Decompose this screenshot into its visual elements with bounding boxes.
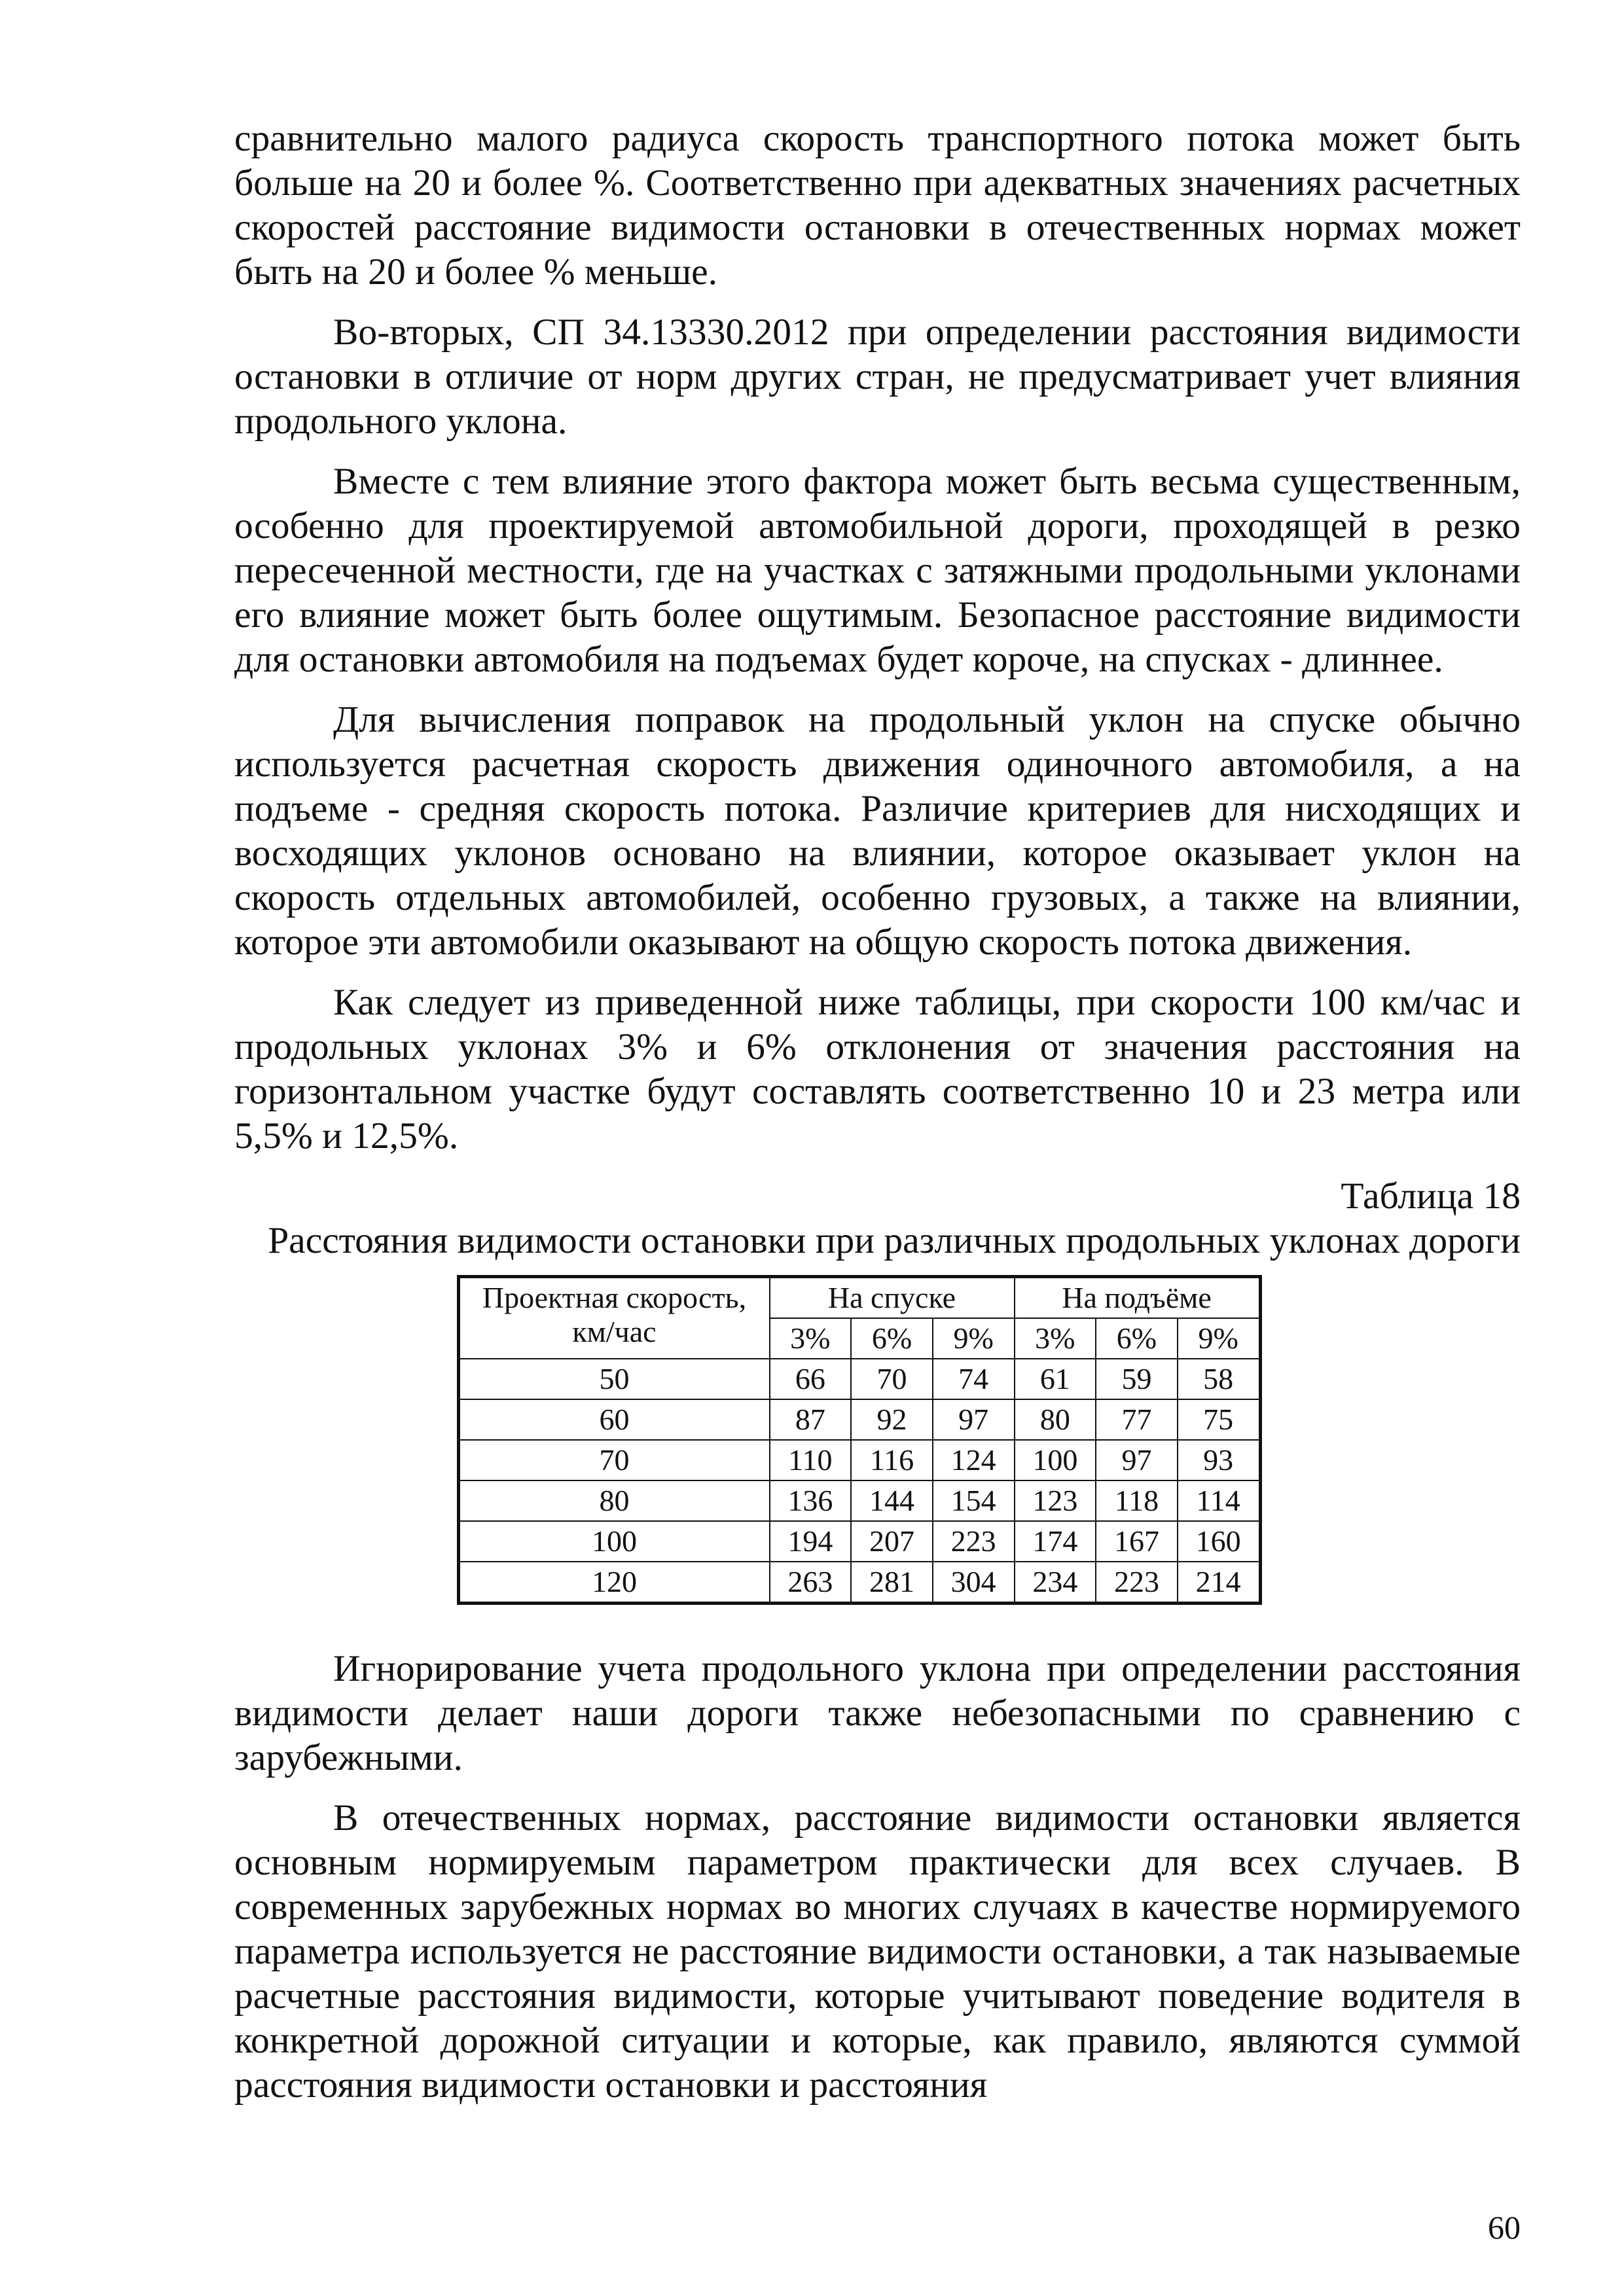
header-slope: 6% [851, 1318, 933, 1359]
table-cell: 214 [1178, 1562, 1260, 1604]
table-cell: 100 [1015, 1440, 1096, 1480]
table-cell: 194 [770, 1521, 852, 1562]
header-speed: Проектная скорость, км/час [458, 1277, 770, 1359]
paragraph-1: сравнительно малого радиуса скорость транспортного потока может быть больше на 20 и более %. Соответственно при адекватных значениях расчетных скоростей расстояние видимости остановки в отечественных нормах может быть на 20 и более % меньше. [234, 118, 1521, 293]
cell-speed: 60 [458, 1399, 770, 1440]
table-cell: 92 [851, 1399, 933, 1440]
cell-speed: 120 [458, 1562, 770, 1604]
table-cell: 136 [770, 1480, 852, 1521]
table-cell: 87 [770, 1399, 852, 1440]
table-cell: 93 [1178, 1440, 1260, 1480]
paragraph-5: Как следует из приведенной ниже таблицы, при скорости 100 км/час и продольных уклонах 3% и 6% отклонения от значения расстояния на горизонтальном участке будут составлять соответственно 10 и 23 метра или 5,5% и 12,5%. [234, 982, 1521, 1157]
table-cell: 223 [1096, 1562, 1178, 1604]
cell-speed: 70 [458, 1440, 770, 1480]
table-cell: 160 [1178, 1521, 1260, 1562]
table-cell: 70 [851, 1359, 933, 1399]
table-cell: 123 [1015, 1480, 1096, 1521]
paragraph-6: Игнорирование учета продольного уклона при определении расстояния видимости делает наши дороги также небезопасными по сравнению с зарубежными. [234, 1648, 1521, 1778]
table-cell: 116 [851, 1440, 933, 1480]
sight-distance-table [457, 1275, 1262, 1605]
table-cell: 58 [1178, 1359, 1260, 1399]
table-cell: 207 [851, 1521, 933, 1562]
table-cell: 124 [933, 1440, 1015, 1480]
paragraph-4: Для вычисления поправок на продольный уклон на спуске обычно используется расчетная скорость движения одиночного автомобиля, а на подъеме - средняя скорость потока. Различие критериев для нисходящих и восходящих уклонов основано на влиянии, которое оказывает уклон на скорость отдельных автомобилей, особенно грузовых, а также на влиянии, которое эти автомобили оказывают на общую скорость потока движения. [234, 699, 1521, 963]
table-cell: 174 [1015, 1521, 1096, 1562]
table-container [198, 1275, 1521, 1605]
table-cell: 263 [770, 1562, 852, 1604]
table-caption: Расстояния видимости остановки при различных продольных уклонах дороги [268, 1220, 1521, 1261]
table-cell: 154 [933, 1480, 1015, 1521]
table-cell: 66 [770, 1359, 852, 1399]
table-cell: 114 [1178, 1480, 1260, 1521]
table-cell: 110 [770, 1440, 852, 1480]
page-number: 60 [1488, 2209, 1521, 2246]
table-header-row [458, 1277, 1260, 1319]
table-row [458, 1440, 1260, 1480]
table-number: Таблица 18 [1341, 1175, 1521, 1217]
table-cell: 74 [933, 1359, 1015, 1399]
table-cell: 80 [1015, 1399, 1096, 1440]
page-body [234, 117, 1521, 2123]
header-slope: 3% [1015, 1318, 1096, 1359]
table-cell: 59 [1096, 1359, 1178, 1399]
table-cell: 75 [1178, 1399, 1260, 1440]
table-cell: 223 [933, 1521, 1015, 1562]
table-cell: 144 [851, 1480, 933, 1521]
table-cell: 97 [933, 1399, 1015, 1440]
cell-speed: 80 [458, 1480, 770, 1521]
cell-speed: 50 [458, 1359, 770, 1399]
table-cell: 61 [1015, 1359, 1096, 1399]
table-row [458, 1399, 1260, 1440]
header-slope: 9% [1178, 1318, 1260, 1359]
table-row [458, 1480, 1260, 1521]
table-cell: 304 [933, 1562, 1015, 1604]
header-slope: 3% [770, 1318, 852, 1359]
paragraph-2: Во-вторых, СП 34.13330.2012 при определении расстояния видимости остановки в отличие от норм других стран, не предусматривает учет влияния продольного уклона. [234, 312, 1521, 442]
paragraph-7: В отечественных нормах, расстояние видимости остановки является основным нормируемым параметром практически для всех случаев. В современных зарубежных нормах во многих случаях в качестве нормируемого параметра используется не расстояние видимости остановки, а так называемые расчетные расстояния видимости, которые учитывают поведение водителя в конкретной дорожной ситуации и которые, как правило, являются суммой расстояния видимости остановки и расстояния [234, 1797, 1521, 2106]
table-cell: 281 [851, 1562, 933, 1604]
table-cell: 234 [1015, 1562, 1096, 1604]
table-row [458, 1562, 1260, 1604]
header-ascent: На подъёме [1015, 1277, 1261, 1319]
table-row [458, 1521, 1260, 1562]
cell-speed: 100 [458, 1521, 770, 1562]
header-descent: На спуске [770, 1277, 1015, 1319]
header-slope: 9% [933, 1318, 1015, 1359]
table-cell: 167 [1096, 1521, 1178, 1562]
table-cell: 77 [1096, 1399, 1178, 1440]
header-slope: 6% [1096, 1318, 1178, 1359]
table-cell: 97 [1096, 1440, 1178, 1480]
paragraph-3: Вместе с тем влияние этого фактора может быть весьма существенным, особенно для проектируемой автомобильной дороги, проходящей в резко пересеченной местности, где на участках с затяжными продольными уклонами его влияние может быть более ощутимым. Безопасное расстояние видимости для остановки автомобиля на подъемах будет короче, на спусках - длиннее. [234, 461, 1521, 680]
table-row [458, 1359, 1260, 1399]
table-cell: 118 [1096, 1480, 1178, 1521]
